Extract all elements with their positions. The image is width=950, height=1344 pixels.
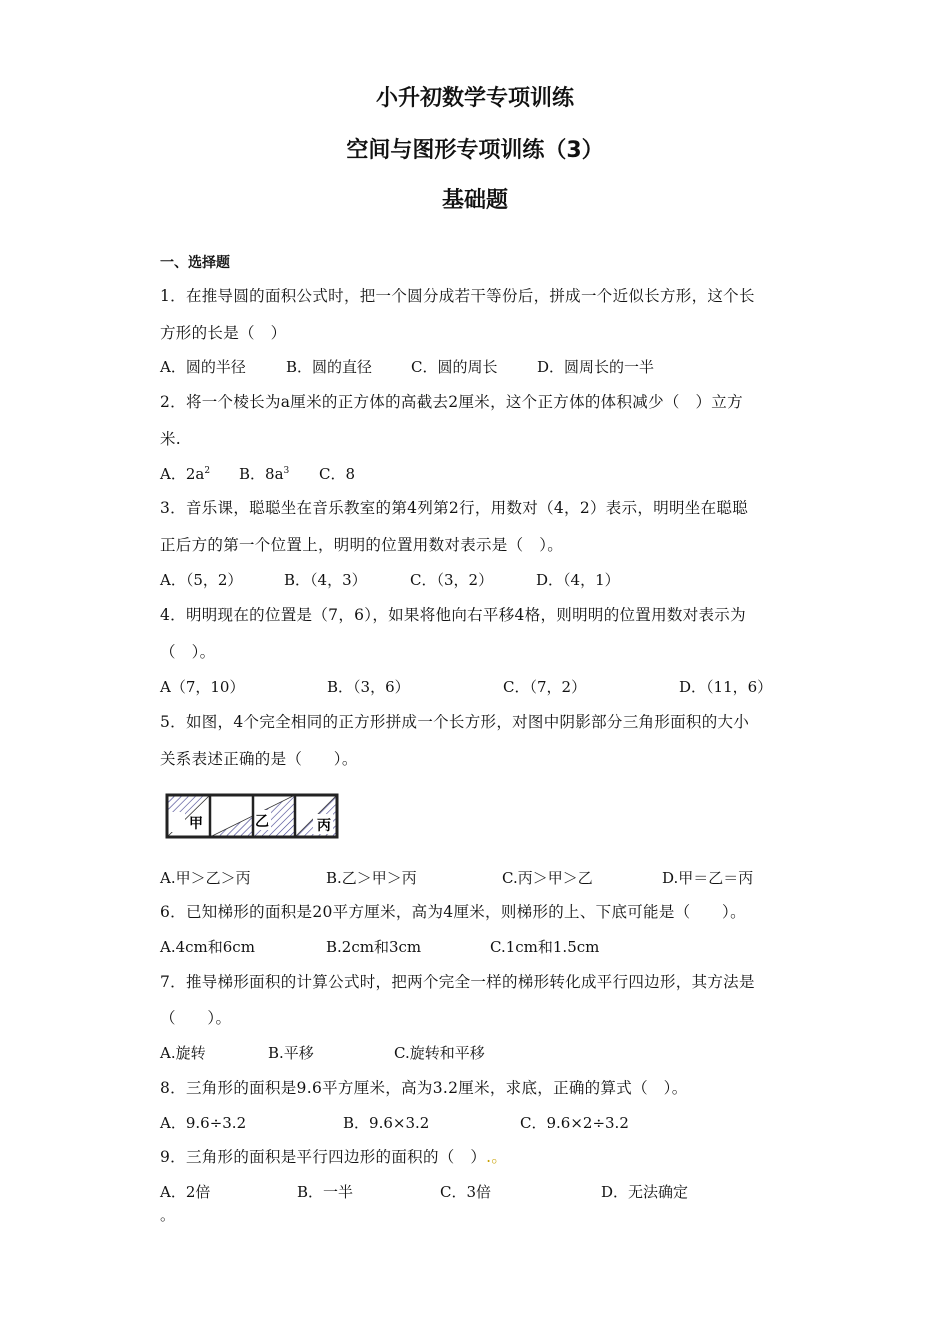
q2-option-c: C．8: [319, 465, 356, 483]
q7-option-a: A.旋转: [160, 1044, 206, 1062]
q4-option-a: A（7，10）: [160, 678, 245, 696]
q8-option-c: C．9.6×2÷3.2: [520, 1114, 629, 1132]
q4-option-c: C．（7，2）: [503, 678, 587, 696]
q3-option-a: A．（5，2）: [160, 571, 243, 589]
q7-text-line1: 7．推导梯形面积的计算公式时，把两个完全一样的梯形转化成平行四边形，其方法是: [160, 973, 755, 991]
q7-option-c: C.旋转和平移: [394, 1044, 485, 1062]
q5-text-line2: 关系表述正确的是（ ）。: [160, 750, 358, 768]
q2-text-line1: 2．将一个棱长为a厘米的正方体的高截去2厘米，这个正方体的体积减少（ ）立方: [160, 393, 743, 411]
q3-option-c: C．（3，2）: [410, 571, 494, 589]
q5-option-c: C.丙＞甲＞乙: [502, 869, 593, 887]
q9-option-b: B．一半: [297, 1183, 354, 1201]
q5-option-d: D.甲＝乙＝丙: [662, 869, 754, 887]
q9-text-line1: 9．三角形的面积是平行四边形的面积的（ ）.。: [160, 1148, 508, 1166]
q1-option-d: D．圆周长的一半: [537, 358, 655, 376]
q8-text-line1: 8．三角形的面积是9.6平方厘米，高为3.2厘米，求底，正确的算式（ ）。: [160, 1079, 688, 1097]
q1-option-a: A．圆的半径: [160, 358, 246, 376]
q4-text-line2: （ ）。: [160, 643, 216, 661]
q3-text-line2: 正后方的第一个位置上，明明的位置用数对表示是（ ）。: [160, 536, 564, 554]
figure-label-bing: 丙: [317, 818, 331, 834]
q5-option-a: A.甲＞乙＞丙: [160, 869, 251, 887]
difficulty-heading: 基础题: [441, 188, 508, 213]
q3-option-d: D．（4，1）: [536, 571, 620, 589]
page-title: 小升初数学专项训练: [375, 86, 574, 111]
q6-option-b: B.2cm和3cm: [326, 938, 422, 956]
q8-option-b: B．9.6×3.2: [343, 1114, 430, 1132]
q2-option-a: A．$2a^2$: [160, 465, 211, 483]
q8-option-a: A．9.6÷3.2: [160, 1114, 247, 1132]
q9-option-d: D．无法确定: [601, 1183, 689, 1201]
q2-text-line2: 米.: [160, 430, 182, 448]
q7-option-b: B.平移: [268, 1044, 314, 1062]
q6-text-line1: 6．已知梯形的面积是20平方厘米，高为4厘米，则梯形的上、下底可能是（ ）。: [160, 903, 746, 921]
q9-option-c: C．3倍: [440, 1183, 492, 1201]
trailing-mark: 。: [160, 1206, 176, 1224]
q3-option-b: B．（4，3）: [284, 571, 367, 589]
q9-option-a: A．2倍: [160, 1183, 211, 1201]
figure-label-yi: 乙: [255, 814, 269, 830]
q4-text-line1: 4．明明现在的位置是（7，6），如果将他向右平移4格，则明明的位置用数对表示为: [160, 606, 746, 624]
q5-text-line1: 5．如图，4个完全相同的正方形拼成一个长方形，对图中阴影部分三角形面积的大小: [160, 713, 750, 731]
page-subtitle: 空间与图形专项训练（3）: [346, 138, 604, 163]
q1-option-b: B．圆的直径: [286, 358, 373, 376]
q2-option-b: B．$8a^3$: [239, 465, 290, 483]
q1-text-line2: 方形的长是（ ）: [160, 324, 287, 342]
q1-option-c: C．圆的周长: [411, 358, 498, 376]
q1-text-line1: 1．在推导圆的面积公式时，把一个圆分成若干等份后，拼成一个近似长方形，这个长: [160, 287, 755, 305]
figure-label-jia: 甲: [189, 816, 203, 832]
q6-option-a: A.4cm和6cm: [160, 938, 255, 956]
q3-text-line1: 3．音乐课，聪聪坐在音乐教室的第4列第2行，用数对（4，2）表示，明明坐在聪聪: [160, 499, 749, 517]
q6-option-c: C.1cm和1.5cm: [490, 938, 600, 956]
q4-option-d: D．（11，6）: [679, 678, 773, 696]
q7-text-line2: （ ）。: [160, 1009, 232, 1027]
q5-figure: [164, 792, 340, 840]
q4-option-b: B．（3，6）: [327, 678, 410, 696]
q5-option-b: B.乙＞甲＞丙: [326, 869, 417, 887]
section-heading: 一、选择题: [160, 255, 230, 271]
